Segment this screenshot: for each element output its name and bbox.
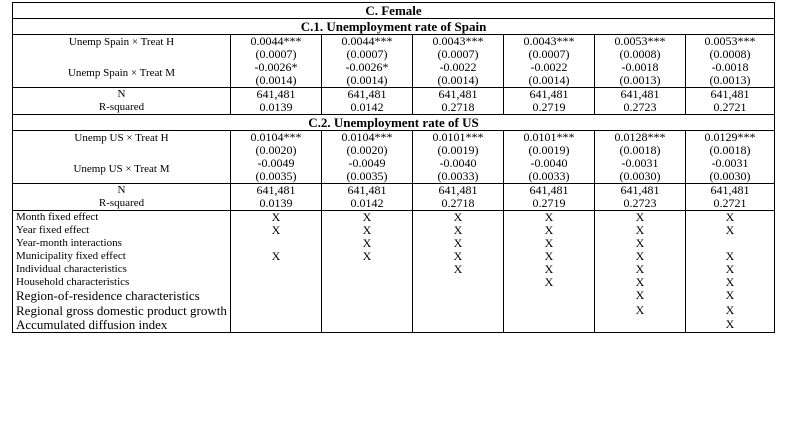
coef-cell: 0.0104*** <box>322 131 413 145</box>
control-label: Accumulated diffusion index <box>13 318 231 333</box>
n-cell: 641,481 <box>595 184 686 198</box>
se-cell: (0.0007) <box>231 48 322 61</box>
coef-cell: 0.0044*** <box>231 35 322 49</box>
control-mark: X <box>595 250 686 263</box>
r-squared-label: R-squared <box>13 101 231 115</box>
control-label: Regional gross domestic product growth <box>13 303 231 318</box>
coef-cell: 0.0053*** <box>686 35 775 49</box>
se-cell: (0.0007) <box>322 48 413 61</box>
control-mark: X <box>686 224 775 237</box>
n-cell: 641,481 <box>504 184 595 198</box>
control-mark: X <box>504 263 595 276</box>
control-mark <box>231 276 322 289</box>
r-squared-cell: 0.2723 <box>595 101 686 115</box>
se-cell: (0.0008) <box>686 48 775 61</box>
control-mark: X <box>413 224 504 237</box>
coef-cell: 0.0104*** <box>231 131 322 145</box>
control-mark: X <box>595 276 686 289</box>
coef-cell: 0.0101*** <box>504 131 595 145</box>
row-label: Unemp US × Treat M <box>13 157 231 184</box>
coef-cell: -0.0031 <box>686 157 775 170</box>
control-mark: X <box>686 250 775 263</box>
control-row <box>13 250 775 263</box>
table-body <box>13 3 775 333</box>
control-row <box>13 263 775 276</box>
r-squared-label: R-squared <box>13 197 231 211</box>
coef-cell: -0.0031 <box>595 157 686 170</box>
se-cell: (0.0030) <box>686 170 775 184</box>
control-mark <box>504 289 595 303</box>
control-mark <box>231 303 322 318</box>
control-mark: X <box>231 250 322 263</box>
se-cell: (0.0030) <box>595 170 686 184</box>
r-squared-cell: 0.0142 <box>322 101 413 115</box>
coef-cell: 0.0043*** <box>504 35 595 49</box>
control-mark: X <box>322 224 413 237</box>
control-mark: X <box>595 211 686 225</box>
control-mark: X <box>595 289 686 303</box>
se-cell: (0.0008) <box>595 48 686 61</box>
n-cell: 641,481 <box>413 88 504 102</box>
coef-cell: 0.0129*** <box>686 131 775 145</box>
se-cell: (0.0033) <box>504 170 595 184</box>
coef-cell: 0.0053*** <box>595 35 686 49</box>
control-mark <box>322 303 413 318</box>
control-label: Year-month interactions <box>13 237 231 250</box>
coef-cell: -0.0049 <box>322 157 413 170</box>
control-mark: X <box>231 224 322 237</box>
se-cell: (0.0033) <box>413 170 504 184</box>
se-cell: (0.0035) <box>322 170 413 184</box>
n-cell: 641,481 <box>322 184 413 198</box>
control-mark <box>322 276 413 289</box>
control-mark: X <box>595 237 686 250</box>
n-row <box>13 184 775 198</box>
r-squared-row <box>13 197 775 211</box>
control-mark: X <box>322 250 413 263</box>
coef-cell: 0.0128*** <box>595 131 686 145</box>
row-label: Unemp Spain × Treat M <box>13 61 231 88</box>
r-squared-cell: 0.2721 <box>686 101 775 115</box>
panel-title: C. Female <box>13 3 775 19</box>
se-cell: (0.0014) <box>413 74 504 88</box>
section-title: C.1. Unemployment rate of Spain <box>13 19 775 35</box>
n-cell: 641,481 <box>504 88 595 102</box>
control-mark: X <box>413 250 504 263</box>
r-squared-cell: 0.0139 <box>231 197 322 211</box>
control-mark: X <box>413 263 504 276</box>
control-mark <box>413 289 504 303</box>
n-row <box>13 88 775 102</box>
control-row <box>13 237 775 250</box>
control-label: Municipality fixed effect <box>13 250 231 263</box>
control-mark <box>231 263 322 276</box>
se-cell: (0.0014) <box>504 74 595 88</box>
control-mark <box>595 318 686 333</box>
n-cell: 641,481 <box>322 88 413 102</box>
n-label: N <box>13 184 231 198</box>
control-mark <box>231 289 322 303</box>
coef-cell: -0.0026* <box>231 61 322 74</box>
control-mark: X <box>595 224 686 237</box>
control-mark: X <box>686 276 775 289</box>
se-cell: (0.0007) <box>504 48 595 61</box>
coef-cell: -0.0026* <box>322 61 413 74</box>
control-row <box>13 289 775 303</box>
n-cell: 641,481 <box>686 88 775 102</box>
r-squared-cell: 0.2718 <box>413 101 504 115</box>
control-mark: X <box>686 289 775 303</box>
regression-table <box>12 2 775 333</box>
control-mark: X <box>504 276 595 289</box>
se-cell: (0.0019) <box>413 144 504 157</box>
regression-table-container <box>12 2 774 333</box>
control-mark <box>322 263 413 276</box>
control-mark: X <box>322 211 413 225</box>
control-mark: X <box>595 263 686 276</box>
coef-cell: 0.0044*** <box>322 35 413 49</box>
control-label: Household characteristics <box>13 276 231 289</box>
control-mark <box>231 318 322 333</box>
control-mark: X <box>686 211 775 225</box>
coef-cell: -0.0022 <box>413 61 504 74</box>
coef-cell: 0.0101*** <box>413 131 504 145</box>
r-squared-cell: 0.2721 <box>686 197 775 211</box>
section-title-row <box>13 19 775 35</box>
control-mark: X <box>595 303 686 318</box>
coef-cell: -0.0049 <box>231 157 322 170</box>
n-label: N <box>13 88 231 102</box>
se-cell: (0.0014) <box>231 74 322 88</box>
control-row <box>13 211 775 225</box>
control-mark: X <box>231 211 322 225</box>
control-mark: X <box>322 237 413 250</box>
se-cell: (0.0014) <box>322 74 413 88</box>
n-cell: 641,481 <box>595 88 686 102</box>
n-cell: 641,481 <box>686 184 775 198</box>
control-mark <box>413 303 504 318</box>
control-mark <box>322 289 413 303</box>
coef-cell: -0.0040 <box>504 157 595 170</box>
control-row <box>13 303 775 318</box>
se-cell: (0.0013) <box>686 74 775 88</box>
se-cell: (0.0013) <box>595 74 686 88</box>
coef-cell: -0.0018 <box>686 61 775 74</box>
n-cell: 641,481 <box>231 88 322 102</box>
r-squared-row <box>13 101 775 115</box>
control-row <box>13 318 775 333</box>
r-squared-cell: 0.0139 <box>231 101 322 115</box>
se-cell: (0.0020) <box>322 144 413 157</box>
control-label: Region-of-residence characteristics <box>13 289 231 303</box>
coef-cell: -0.0040 <box>413 157 504 170</box>
coef-row <box>13 35 775 49</box>
control-mark: X <box>686 318 775 333</box>
section-title-row <box>13 115 775 131</box>
control-mark <box>322 318 413 333</box>
control-row <box>13 224 775 237</box>
control-mark <box>504 303 595 318</box>
control-mark <box>413 276 504 289</box>
control-mark: X <box>413 211 504 225</box>
se-cell: (0.0019) <box>504 144 595 157</box>
section-title: C.2. Unemployment rate of US <box>13 115 775 131</box>
r-squared-cell: 0.2719 <box>504 197 595 211</box>
control-label: Month fixed effect <box>13 211 231 225</box>
control-mark: X <box>504 224 595 237</box>
n-cell: 641,481 <box>413 184 504 198</box>
coef-row <box>13 131 775 145</box>
r-squared-cell: 0.2718 <box>413 197 504 211</box>
control-mark: X <box>504 211 595 225</box>
control-mark: X <box>413 237 504 250</box>
r-squared-cell: 0.0142 <box>322 197 413 211</box>
se-cell: (0.0035) <box>231 170 322 184</box>
control-mark <box>413 318 504 333</box>
se-cell: (0.0018) <box>595 144 686 157</box>
control-label: Year fixed effect <box>13 224 231 237</box>
control-mark: X <box>686 263 775 276</box>
control-mark: X <box>504 250 595 263</box>
control-mark: X <box>504 237 595 250</box>
n-cell: 641,481 <box>231 184 322 198</box>
coef-cell: -0.0022 <box>504 61 595 74</box>
se-cell: (0.0020) <box>231 144 322 157</box>
r-squared-cell: 0.2723 <box>595 197 686 211</box>
control-mark <box>504 318 595 333</box>
coef-cell: -0.0018 <box>595 61 686 74</box>
se-cell: (0.0018) <box>686 144 775 157</box>
se-cell: (0.0007) <box>413 48 504 61</box>
control-label: Individual characteristics <box>13 263 231 276</box>
control-mark: X <box>686 303 775 318</box>
row-label: Unemp US × Treat H <box>13 131 231 158</box>
r-squared-cell: 0.2719 <box>504 101 595 115</box>
row-label: Unemp Spain × Treat H <box>13 35 231 62</box>
coef-cell: 0.0043*** <box>413 35 504 49</box>
